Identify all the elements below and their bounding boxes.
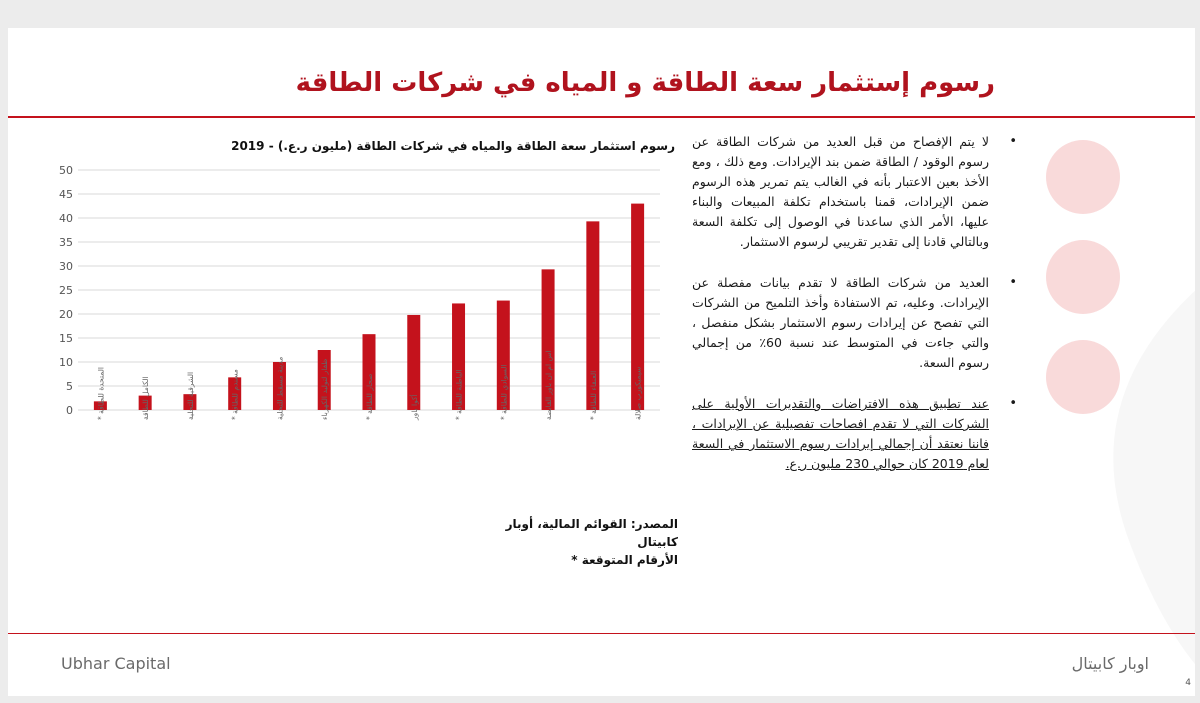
x-tick-label: ظفار لتوليد الكهرباء: [320, 358, 330, 420]
y-tick-label: 5: [66, 380, 73, 393]
chart-title: رسوم استثمار سعة الطاقة والمياه في شركات الطاقة (مليون ر.ع.) - 2019: [231, 139, 675, 153]
y-tick-label: 20: [59, 308, 73, 321]
bullet-list: [692, 132, 1017, 495]
x-tick-label: مدينة مسقط للتحلية: [275, 356, 285, 420]
x-tick-label: العنقاء للطاقة *: [588, 370, 598, 420]
y-tick-label: 10: [59, 356, 73, 369]
x-tick-label: أكوا باور: [409, 394, 419, 420]
bar-chart: [48, 158, 668, 508]
footer-divider: [8, 633, 1195, 634]
title-divider: [8, 116, 1195, 118]
footer-brand-arabic: اوبار كابيتال: [1071, 654, 1149, 673]
y-tick-label: 40: [59, 212, 73, 225]
decorative-circle-bottom: [1046, 340, 1120, 414]
x-tick-label: صحار للطاقة *: [365, 373, 374, 420]
y-tick-label: 50: [59, 164, 73, 177]
x-tick-label: اس ام ان باور القابضة: [544, 350, 554, 420]
bullet-item: • العديد من شركات الطاقة لا تقدم بيانات مفصلة عن الإيرادات. وعليه، تم الاستفادة وأخذ التلميح من الشركات التي تفصح عن إيرادات رسوم الاستثمار بشكل منفصل ، والتي جاءت في المتوسط عند نسبة 60٪ من إجمالي رسوم السعة.: [692, 275, 1017, 370]
bullet-dot-icon: •: [1009, 275, 1017, 290]
decorative-circle-middle: [1046, 240, 1120, 314]
y-tick-label: 35: [59, 236, 73, 249]
x-tick-label: سيمبكورب صلالة: [633, 366, 643, 420]
chart-source: [478, 515, 678, 569]
x-tick-label: السوادي للطاقة *: [499, 364, 509, 420]
source-line: المصدر: القوائم المالية، أوبار كابيتال: [505, 517, 678, 549]
x-tick-label: مسندم للطاقة *: [230, 369, 240, 420]
bullet-dot-icon: •: [1009, 396, 1017, 411]
y-tick-label: 45: [59, 188, 73, 201]
y-tick-label: 25: [59, 284, 73, 297]
x-tick-label: الشرقية للتحلية: [185, 371, 195, 420]
x-tick-label: المتحدة للطاقة *: [96, 366, 106, 420]
footnote-estimated: الأرقام المتوقعة *: [571, 553, 678, 567]
x-tick-label: الباطنة للطاقة *: [454, 369, 464, 420]
decorative-circle-top: [1046, 140, 1120, 214]
x-tick-label: الكامل للطاقة: [141, 376, 151, 420]
y-tick-label: 15: [59, 332, 73, 345]
footer-brand-english: Ubhar Capital: [61, 654, 171, 673]
page-number: 4: [1185, 678, 1191, 688]
bullet-item: • لا يتم الإفصاح من قبل العديد من شركات الطاقة عن رسوم الوقود / الطاقة ضمن بند الإيرادات. ومع ذلك ، ومع الأخذ بعين الاعتبار بأنه في الغالب يتم تمرير هذه الرسوم ضمن الإيرادات، قمنا باستخدام تكلفة المبيعات والبناء عليها، الأمر الذي ساعدنا في الوصول إلى تكلفة السعة وبالتالي قادنا إلى تقدير تقريبي لرسوم الاستثمار.: [692, 134, 1017, 249]
slide-title: رسوم إستثمار سعة الطاقة و المياه في شركات الطاقة: [295, 68, 995, 98]
slide: [8, 28, 1195, 696]
bullet-dot-icon: •: [1009, 134, 1017, 149]
y-tick-label: 0: [66, 404, 73, 417]
y-tick-label: 30: [59, 260, 73, 273]
bullet-item: • عند تطبيق هذه الافتراضات والتقديرات الأولية على الشركات التي لا تقدم افصاحات تفصيلية عن الإيرادات ، فاننا نعتقد أن إجمالي إيرادات رسوم الاستثمار في السعة لعام 2019 كان حوالي 230 مليون ر.ع.: [692, 396, 1017, 471]
